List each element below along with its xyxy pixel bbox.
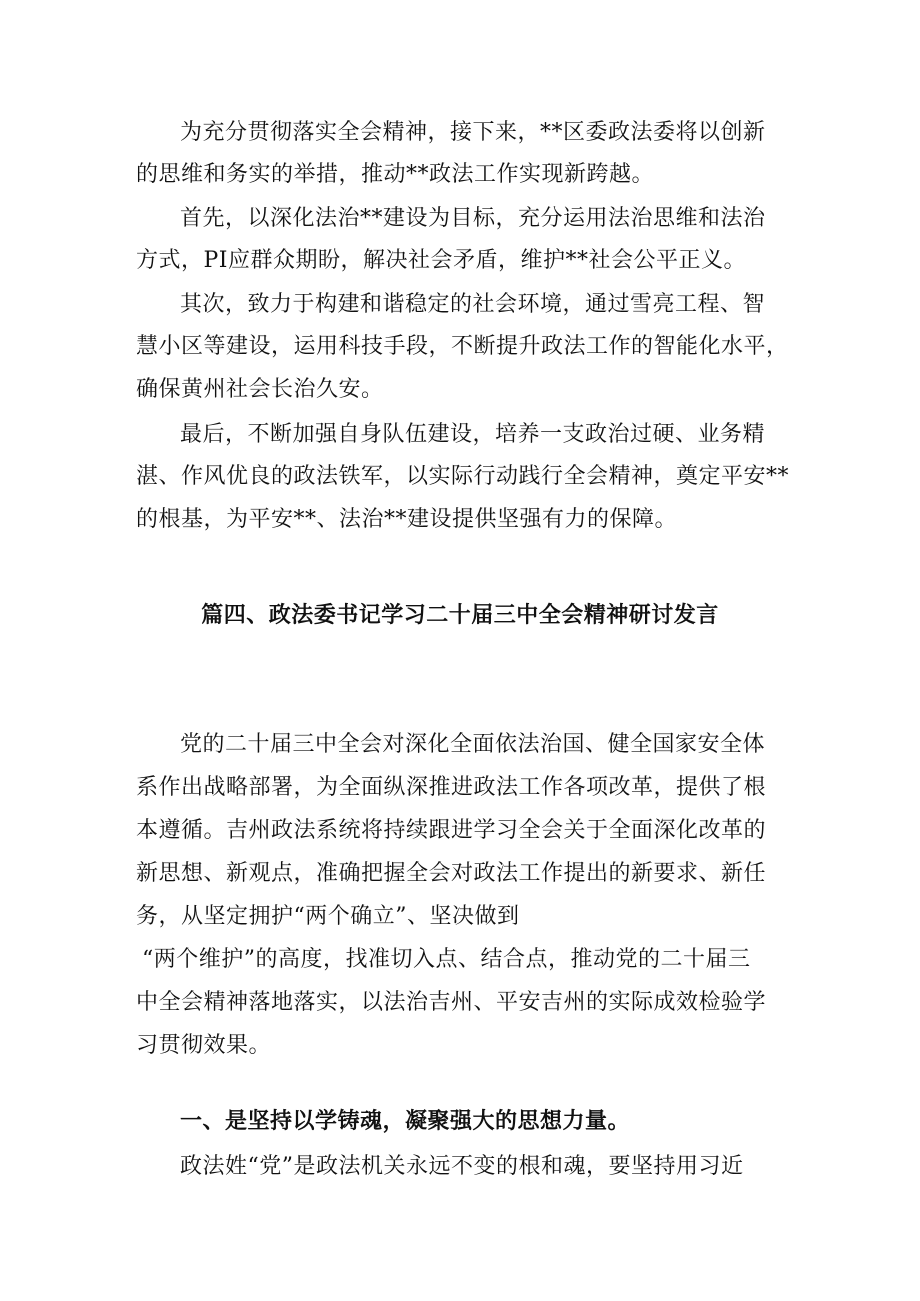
paragraph-4-line-2: 湛、作风优良的政法铁军，以实际行动践行全会精神，奠定平安** [136, 464, 790, 489]
paragraph-5-line-7: 中全会精神落地落实，以法治吉州、平安吉州的实际成效检验学 [136, 990, 767, 1015]
paragraph-5-line-2: 系作出战略部署，为全面纵深推进政法工作各项改革，提供了根 [136, 775, 767, 800]
paragraph-5-line-3: 本遵循。吉州政法系统将持续跟进学习全会关于全面深化改革的 [136, 818, 767, 843]
paragraph-3-line-3: 确保黄州社会长治久安。 [136, 377, 384, 402]
paragraph-2-line-1: 首先，以深化法治**建设为目标，充分运用法治思维和法治 [180, 206, 766, 231]
paragraph-5-line-5: 务，从坚定拥护“两个确立”、坚决做到 [136, 904, 520, 929]
paragraph-5-line-8: 习贯彻效果。 [136, 1033, 272, 1058]
paragraph-5-line-4: 新思想、新观点，准确把握全会对政法工作提出的新要求、新任 [136, 861, 767, 886]
paragraph-6-line-1: 政法姓“党”是政法机关永远不变的根和魂，要坚持用习近 [180, 1154, 744, 1179]
paragraph-5-line-1: 党的二十届三中全会对深化全面依法治国、健全国家安全体 [180, 732, 766, 757]
section-title: 篇四、政法委书记学习二十届三中全会精神研讨发言 [201, 602, 719, 628]
paragraph-5-line-6: “两个维护”的高度，找准切入点、结合点，推动党的二十届三 [142, 947, 751, 972]
paragraph-3-line-1: 其次，致力于构建和谐稳定的社会环境，通过雪亮工程、智 [180, 292, 766, 317]
paragraph-3-line-2: 慧小区等建设，运用科技手段，不断提升政法工作的智能化水平， [136, 334, 789, 359]
paragraph-4-line-3: 的根基，为平安**、法治**建设提供坚强有力的保障。 [136, 507, 678, 532]
paragraph-1-line-2: 的思维和务实的举措，推动**政法工作实现新跨越。 [136, 162, 655, 187]
paragraph-1-line-1: 为充分贯彻落实全会精神，接下来，**区委政法委将以创新 [180, 120, 766, 145]
subheading-1: 一、是坚持以学铸魂，凝聚强大的思想力量。 [180, 1108, 631, 1134]
paragraph-4-line-1: 最后，不断加强自身队伍建设，培养一支政治过硬、业务精 [180, 422, 766, 447]
paragraph-2-line-2: 方式，PI应群众期盼，解决社会矛盾，维护**社会公平正义。 [136, 248, 746, 273]
